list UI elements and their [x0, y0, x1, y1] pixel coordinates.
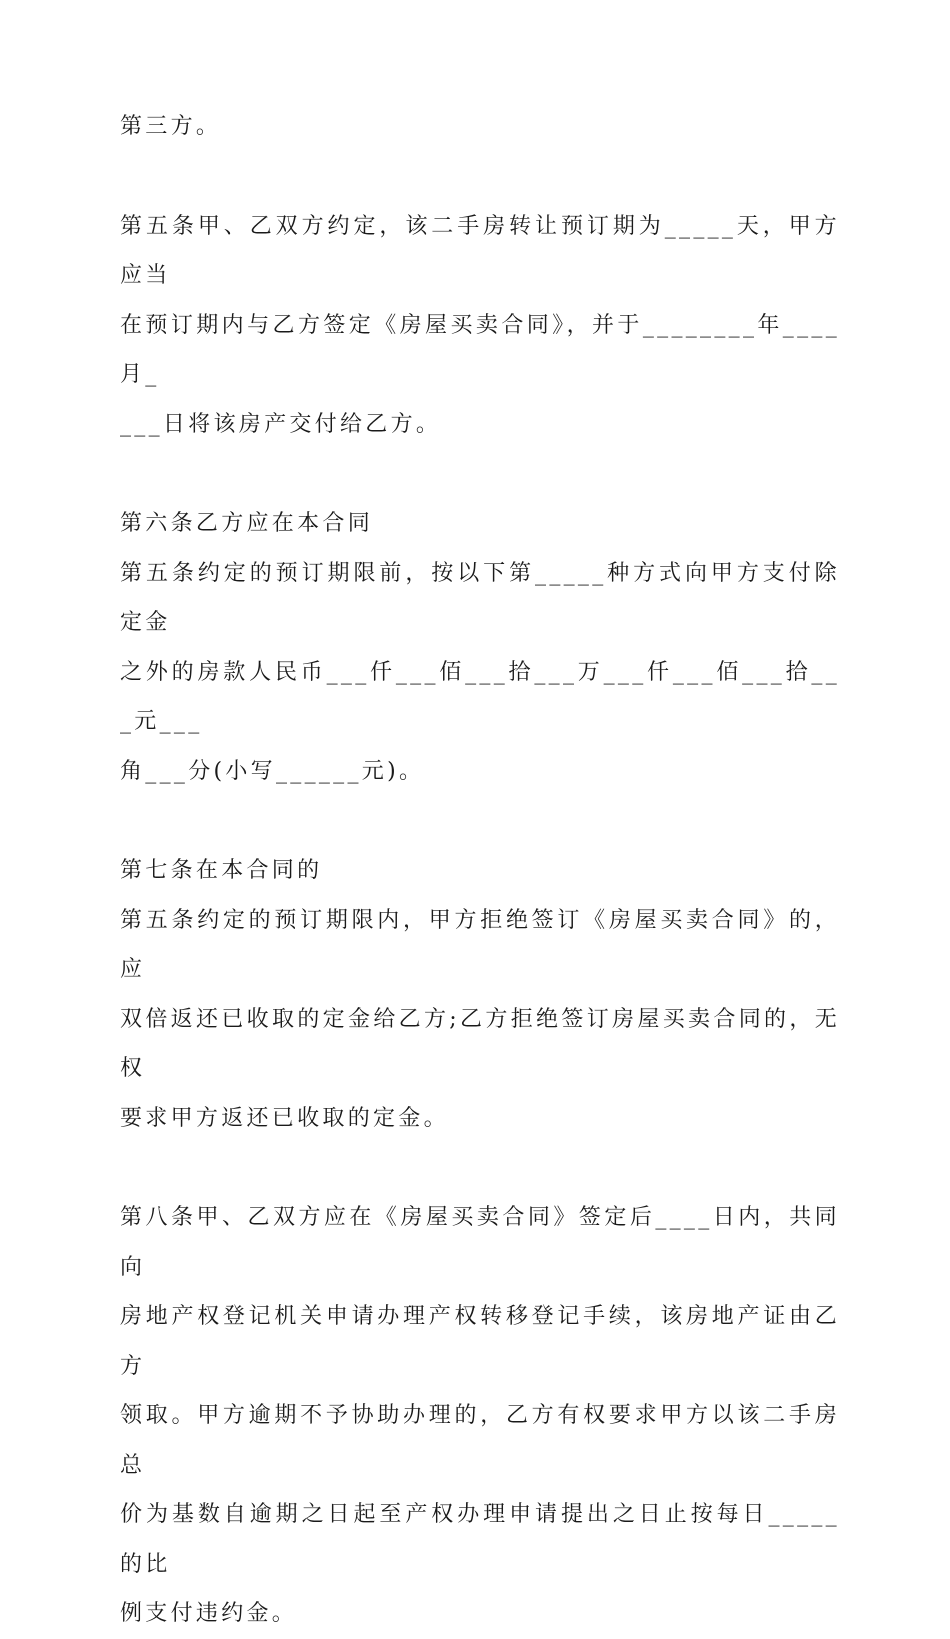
text-line: 角___分(小写______元)。: [120, 758, 425, 784]
paragraph-third-party: [120, 102, 840, 152]
text-line: 在预订期内与乙方签定《房屋买卖合同》，并于________年____月_: [120, 312, 840, 387]
paragraph-gap: [120, 152, 840, 202]
text-line: 第六条乙方应在本合同: [120, 511, 374, 536]
paragraph-article-8: [120, 1193, 840, 1639]
paragraph-article-5: [120, 202, 840, 450]
paragraph-gap: [120, 449, 840, 499]
text-line: 第八条甲、乙双方应在《房屋买卖合同》签定后____日内，共同向: [120, 1205, 840, 1280]
text-line: 之外的房款人民币___仟___佰___拾___万___仟___佰___拾___元___: [120, 659, 840, 734]
text-line: 价为基数自逾期之日起至产权办理申请提出之日止按每日_____的比: [120, 1502, 840, 1577]
text-line: 双倍返还已收取的定金给乙方;乙方拒绝签订房屋买卖合同的，无权: [120, 1006, 840, 1081]
text-line: 第五条约定的预订期限前，按以下第_____种方式向甲方支付除定金: [120, 560, 840, 635]
paragraph-article-6: [120, 499, 840, 796]
text-line: ___日将该房产交付给乙方。: [120, 411, 442, 437]
text-line: 第七条在本合同的: [120, 858, 323, 883]
paragraph-gap: [120, 1143, 840, 1193]
document-page: [120, 102, 840, 1639]
text-line: 要求甲方返还已收取的定金。: [120, 1105, 449, 1131]
text-line: 例支付违约金。: [120, 1601, 298, 1626]
text-line: 房地产权登记机关申请办理产权转移登记手续，该房地产证由乙方: [120, 1304, 840, 1379]
paragraph-article-7: [120, 846, 840, 1143]
text-line: 第三方。: [120, 114, 222, 139]
paragraph-gap: [120, 796, 840, 846]
text-line: 领取。甲方逾期不予协助办理的，乙方有权要求甲方以该二手房总: [120, 1403, 840, 1478]
text-line: 第五条约定的预订期限内，甲方拒绝签订《房屋买卖合同》的，应: [120, 907, 840, 982]
text-line: 第五条甲、乙双方约定，该二手房转让预订期为_____天，甲方应当: [120, 213, 840, 288]
